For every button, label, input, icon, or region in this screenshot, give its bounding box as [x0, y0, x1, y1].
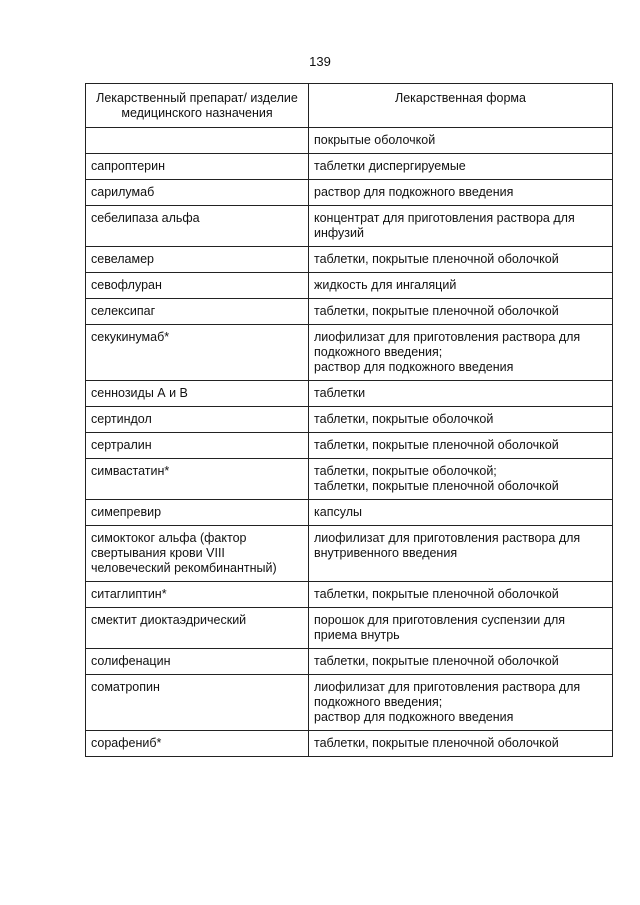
table-row	[86, 500, 613, 526]
dosage-form-cell	[309, 433, 613, 459]
dosage-form-text: таблетки, покрытые пленочной оболочкой	[314, 736, 559, 750]
dosage-form-text: раствор для подкожного введения	[314, 185, 514, 199]
dosage-form-text: таблетки, покрытые оболочкой	[314, 412, 494, 426]
drug-name-cell: солифенацин	[86, 649, 309, 675]
drug-name-cell: симвастатин*	[86, 459, 309, 500]
table-row	[86, 526, 613, 582]
dosage-form-cell	[309, 154, 613, 180]
dosage-form-text: раствор для подкожного введения	[314, 710, 514, 724]
drug-name-cell: соматропин	[86, 675, 309, 731]
drug-name-cell: сертралин	[86, 433, 309, 459]
dosage-form-text: таблетки, покрытые пленочной оболочкой	[314, 587, 559, 601]
table-row	[86, 649, 613, 675]
dosage-form-cell	[309, 500, 613, 526]
dosage-form-cell	[309, 608, 613, 649]
dosage-form-cell	[309, 128, 613, 154]
table-row	[86, 407, 613, 433]
drug-name-cell: себелипаза альфа	[86, 206, 309, 247]
drug-table	[85, 83, 613, 757]
header-dosage-form: Лекарственная форма	[309, 84, 613, 128]
page-number: 139	[309, 54, 331, 69]
dosage-form-cell	[309, 731, 613, 757]
dosage-form-cell	[309, 407, 613, 433]
table-row	[86, 325, 613, 381]
dosage-form-cell	[309, 675, 613, 731]
dosage-form-text: таблетки, покрытые пленочной оболочкой	[314, 252, 559, 266]
dosage-form-text: лиофилизат для приготовления раствора для подкожного введения;	[314, 680, 581, 709]
table-body	[86, 128, 613, 757]
table-row	[86, 381, 613, 407]
drug-name-cell: сорафениб*	[86, 731, 309, 757]
dosage-form-text: таблетки диспергируемые	[314, 159, 466, 173]
drug-name-cell: сапроптерин	[86, 154, 309, 180]
table-row	[86, 273, 613, 299]
dosage-form-cell	[309, 299, 613, 325]
dosage-form-text: капсулы	[314, 505, 362, 519]
table-row	[86, 154, 613, 180]
table-row	[86, 608, 613, 649]
drug-name-cell: секукинумаб*	[86, 325, 309, 381]
dosage-form-cell	[309, 325, 613, 381]
dosage-form-text: покрытые оболочкой	[314, 133, 436, 147]
dosage-form-cell	[309, 582, 613, 608]
dosage-form-cell	[309, 459, 613, 500]
table-row	[86, 206, 613, 247]
dosage-form-cell	[309, 180, 613, 206]
dosage-form-cell	[309, 381, 613, 407]
table-row	[86, 299, 613, 325]
table-row	[86, 459, 613, 500]
drug-name-cell: ситаглиптин*	[86, 582, 309, 608]
dosage-form-text: таблетки	[314, 386, 366, 400]
dosage-form-text: лиофилизат для приготовления раствора для внутривенного введения	[314, 531, 581, 560]
table-row	[86, 128, 613, 154]
drug-name-cell: севеламер	[86, 247, 309, 273]
dosage-form-text: раствор для подкожного введения	[314, 360, 514, 374]
table-row	[86, 247, 613, 273]
dosage-form-text: таблетки, покрытые оболочкой;	[314, 464, 497, 478]
dosage-form-text: лиофилизат для приготовления раствора для подкожного введения;	[314, 330, 581, 359]
drug-name-cell	[86, 128, 309, 154]
dosage-form-cell	[309, 247, 613, 273]
dosage-form-text: таблетки, покрытые пленочной оболочкой	[314, 479, 559, 493]
dosage-form-cell	[309, 273, 613, 299]
drug-name-cell: сарилумаб	[86, 180, 309, 206]
table-row	[86, 675, 613, 731]
drug-name-cell: севофлуран	[86, 273, 309, 299]
dosage-form-text: жидкость для ингаляций	[314, 278, 457, 292]
table-row	[86, 433, 613, 459]
drug-name-cell: симепревир	[86, 500, 309, 526]
dosage-form-text: таблетки, покрытые пленочной оболочкой	[314, 654, 559, 668]
drug-name-cell: сеннозиды А и В	[86, 381, 309, 407]
dosage-form-cell	[309, 526, 613, 582]
drug-name-cell: симоктоког альфа (фактор свертывания крови VIII человеческий рекомбинантный)	[86, 526, 309, 582]
table-row	[86, 582, 613, 608]
dosage-form-text: концентрат для приготовления раствора для инфузий	[314, 211, 575, 240]
drug-name-cell: сертиндол	[86, 407, 309, 433]
drug-name-cell: смектит диоктаэдрический	[86, 608, 309, 649]
table-row	[86, 731, 613, 757]
header-drug-name: Лекарственный препарат/ изделие медицинского назначения	[86, 84, 309, 128]
dosage-form-text: таблетки, покрытые пленочной оболочкой	[314, 438, 559, 452]
dosage-form-cell	[309, 206, 613, 247]
dosage-form-text: порошок для приготовления суспензии для приема внутрь	[314, 613, 566, 642]
dosage-form-cell	[309, 649, 613, 675]
table-row	[86, 180, 613, 206]
dosage-form-text: таблетки, покрытые пленочной оболочкой	[314, 304, 559, 318]
drug-name-cell: селексипаг	[86, 299, 309, 325]
table-header-row	[86, 84, 613, 128]
